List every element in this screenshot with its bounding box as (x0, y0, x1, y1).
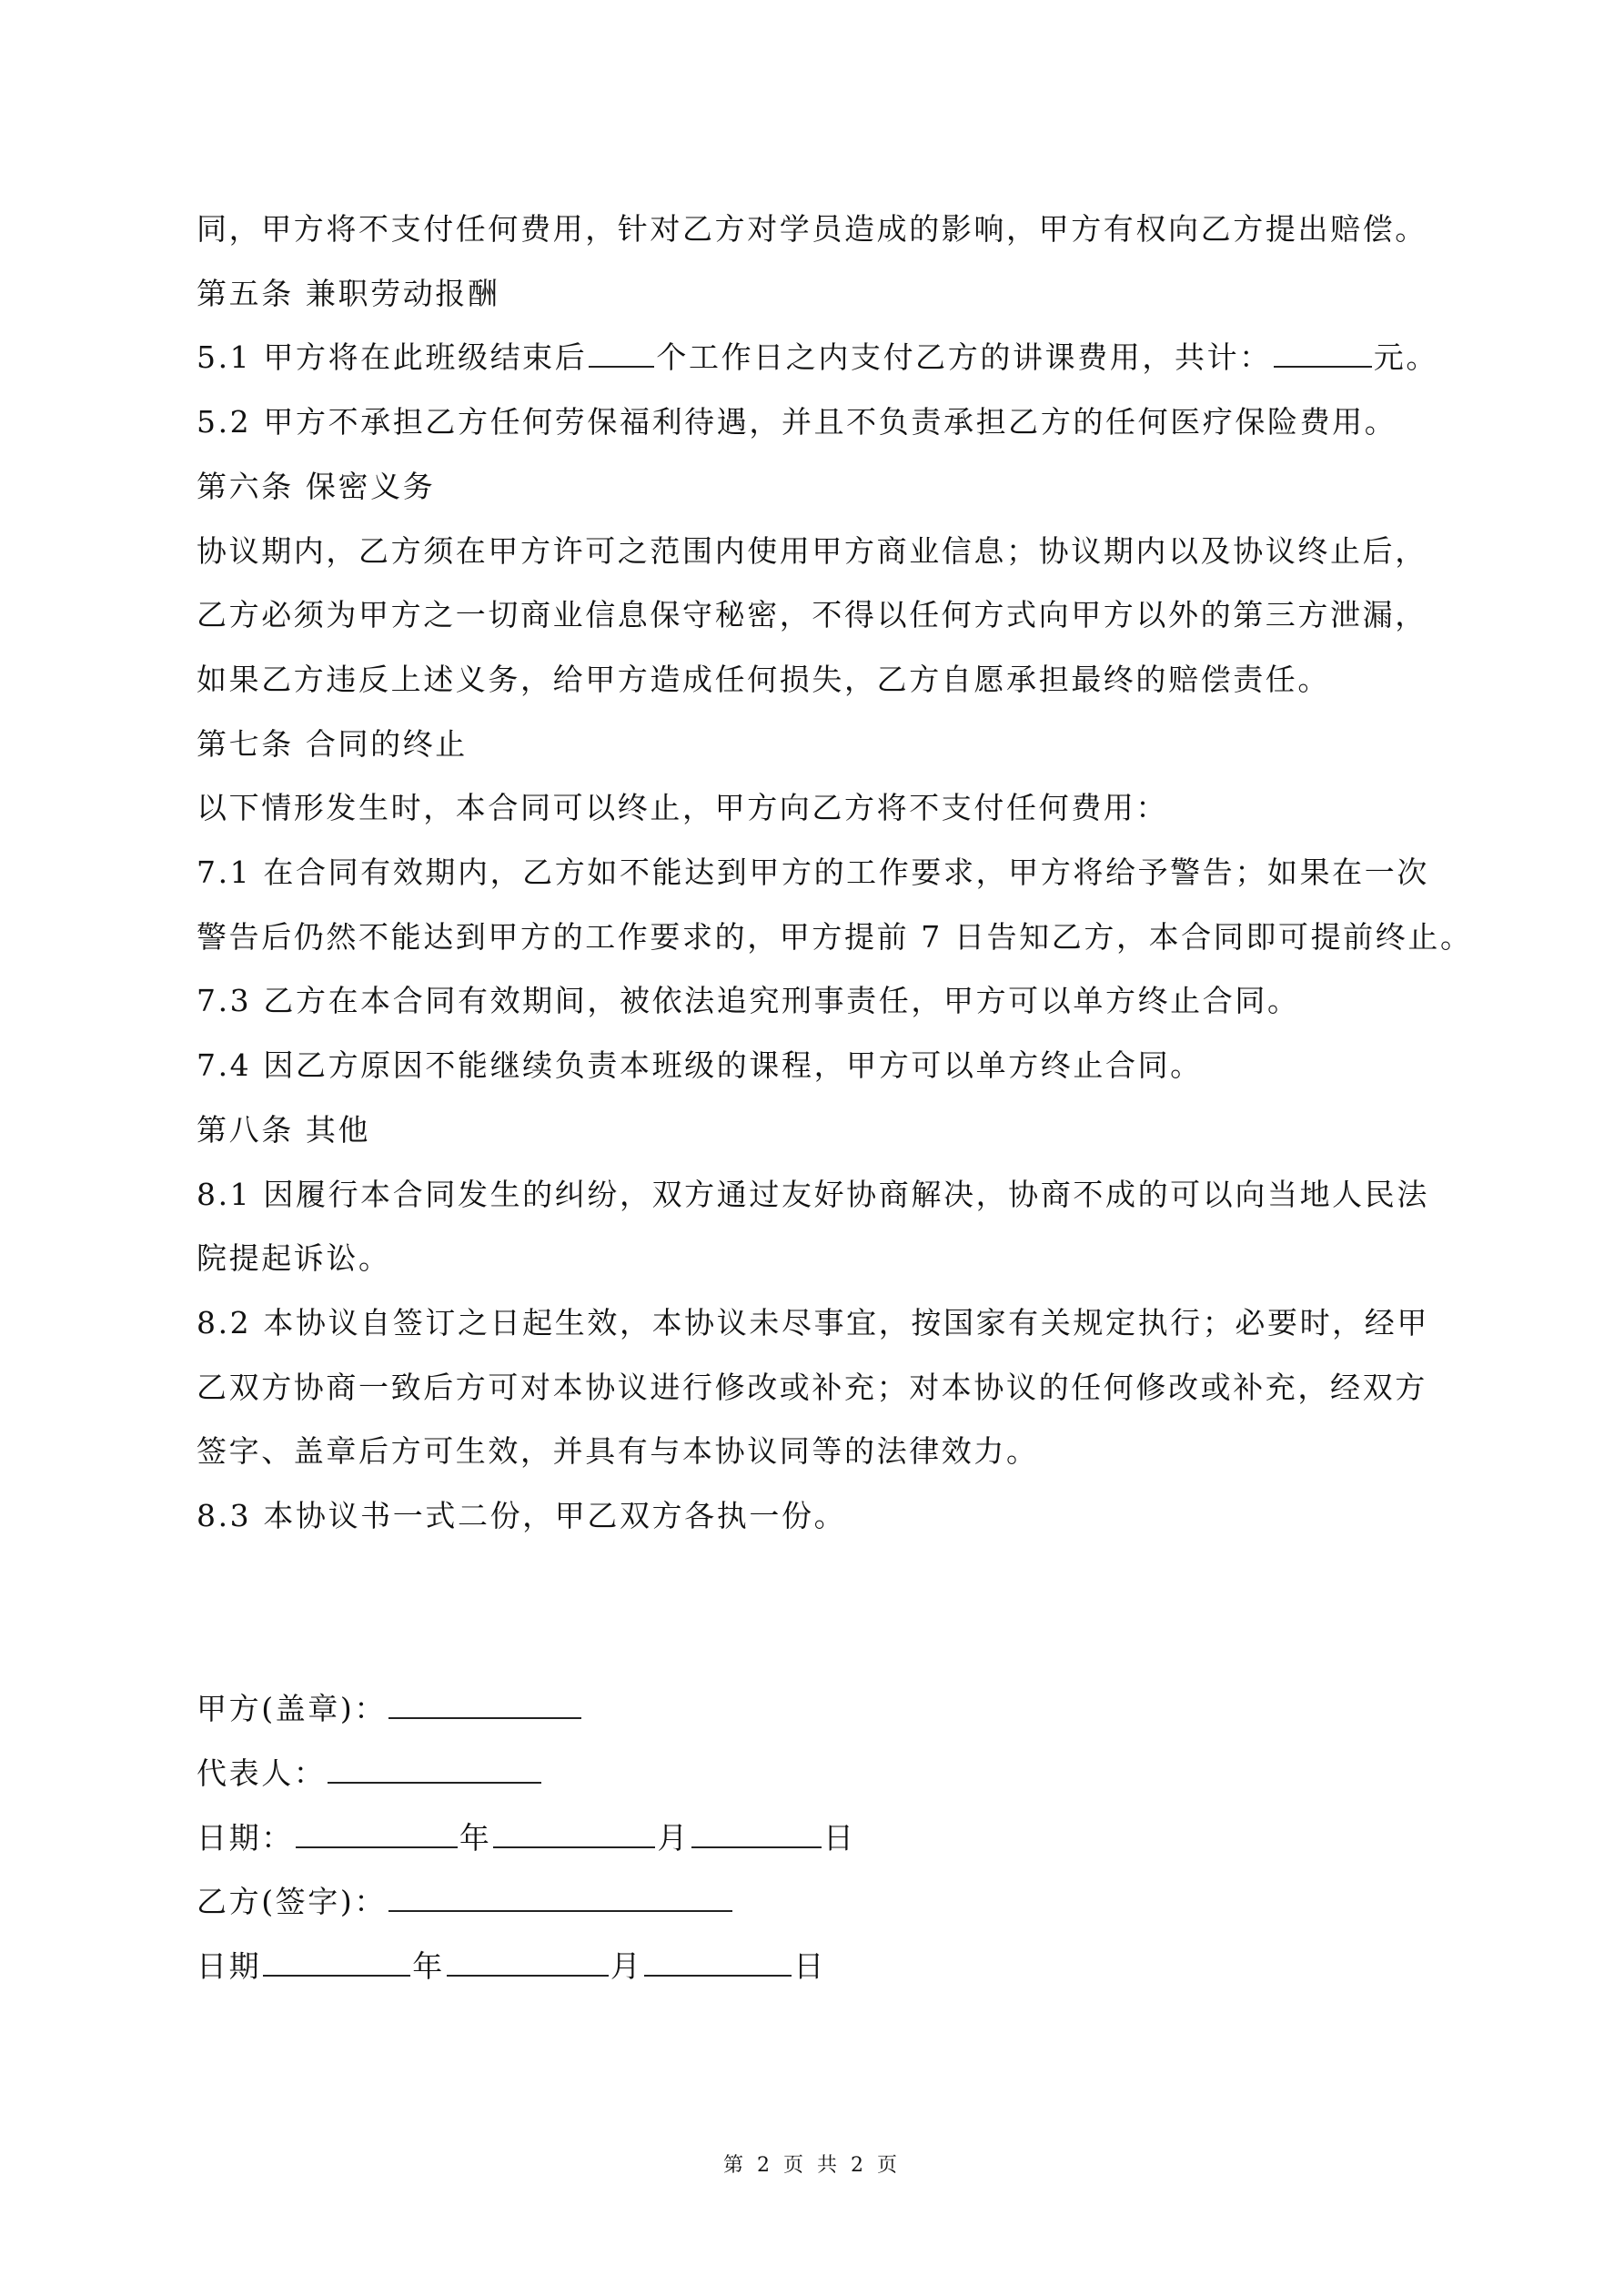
paragraph-line: 7.4 因乙方原因不能继续负责本班级的课程，甲方可以单方终止合同。 (197, 1047, 1203, 1084)
paragraph-line: 如果乙方违反上述义务，给甲方造成任何损失，乙方自愿承担最终的赔偿责任。 (197, 661, 1330, 697)
party-a-blank (388, 1690, 581, 1719)
year-label: 年 (412, 1948, 445, 1984)
date-a-label: 日期： (197, 1820, 294, 1856)
party-b-blank (388, 1883, 732, 1912)
paragraph-line: 8.3 本协议书一式二份，甲乙双方各执一份。 (197, 1498, 847, 1533)
party-a-label: 甲方(盖章)： (197, 1691, 387, 1726)
paragraph-line: 乙双方协商一致后方可对本协议进行修改或补充；对本协议的任何修改或补充，经双方 (197, 1369, 1427, 1405)
month-label: 月 (610, 1948, 643, 1984)
paragraph-line: 乙方必须为甲方之一切商业信息保守秘密，不得以任何方式向甲方以外的第三方泄漏， (197, 597, 1427, 633)
article-heading: 第八条 其他 (197, 1111, 371, 1148)
year-blank (263, 1947, 410, 1977)
date-a-line (197, 1818, 856, 1858)
article-heading: 第七条 合同的终止 (197, 725, 468, 762)
representative-line (197, 1754, 543, 1794)
clause-5-1-part3: 元。 (1373, 339, 1438, 376)
party-b-label: 乙方(签字)： (197, 1884, 387, 1919)
day-blank (691, 1819, 822, 1848)
year-blank (296, 1819, 458, 1848)
paragraph-line: 警告后仍然不能达到甲方的工作要求的，甲方提前 7 日告知乙方，本合同即可提前终止。 (197, 918, 1473, 955)
paragraph-line: 7.1 在合同有效期内，乙方如不能达到甲方的工作要求，甲方将给予警告；如果在一次 (197, 855, 1429, 890)
month-label: 月 (657, 1820, 691, 1856)
representative-label: 代表人： (197, 1755, 327, 1791)
year-label: 年 (459, 1820, 492, 1856)
clause-5-1 (197, 338, 1438, 378)
paragraph-line: 7.3 乙方在本合同有效期间，被依法追究刑事责任，甲方可以单方终止合同。 (197, 983, 1300, 1019)
party-a-line (197, 1689, 583, 1729)
workdays-blank (589, 339, 654, 368)
paragraph-line: 同，甲方将不支付任何费用，针对乙方对学员造成的影响，甲方有权向乙方提出赔偿。 (197, 211, 1427, 247)
paragraph-line: 院提起诉讼。 (197, 1240, 391, 1277)
paragraph-line: 5.2 甲方不承担乙方任何劳保福利待遇，并且不负责承担乙方的任何医疗保险费用。 (197, 404, 1397, 440)
clause-5-1-part2: 个工作日之内支付乙方的讲课费用，共计： (656, 339, 1272, 376)
paragraph-line: 协议期内，乙方须在甲方许可之范围内使用甲方商业信息；协议期内以及协议终止后， (197, 532, 1427, 569)
article-heading: 第五条 兼职劳动报酬 (197, 275, 500, 311)
day-label: 日 (793, 1948, 827, 1984)
day-label: 日 (823, 1820, 856, 1856)
page-footer: 第 2 页 共 2 页 (723, 2154, 901, 2177)
amount-blank (1274, 339, 1372, 368)
paragraph-line: 签字、盖章后方可生效，并具有与本协议同等的法律效力。 (197, 1433, 1039, 1470)
paragraph-line: 8.2 本协议自签订之日起生效，本协议未尽事宜，按国家有关规定执行；必要时，经甲 (197, 1304, 1429, 1340)
paragraph-line: 8.1 因履行本合同发生的纠纷，双方通过友好协商解决，协商不成的可以向当地人民法 (197, 1176, 1429, 1212)
paragraph-line: 以下情形发生时，本合同可以终止，甲方向乙方将不支付任何费用： (197, 790, 1168, 826)
month-blank (447, 1947, 609, 1977)
month-blank (493, 1819, 655, 1848)
clause-5-1-part1: 5.1 甲方将在此班级结束后 (197, 339, 588, 376)
date-b-label: 日期 (197, 1948, 262, 1984)
date-b-line (197, 1947, 826, 1987)
day-blank (644, 1947, 792, 1977)
party-b-line (197, 1882, 734, 1922)
representative-blank (328, 1755, 541, 1784)
article-heading: 第六条 保密义务 (197, 468, 436, 504)
